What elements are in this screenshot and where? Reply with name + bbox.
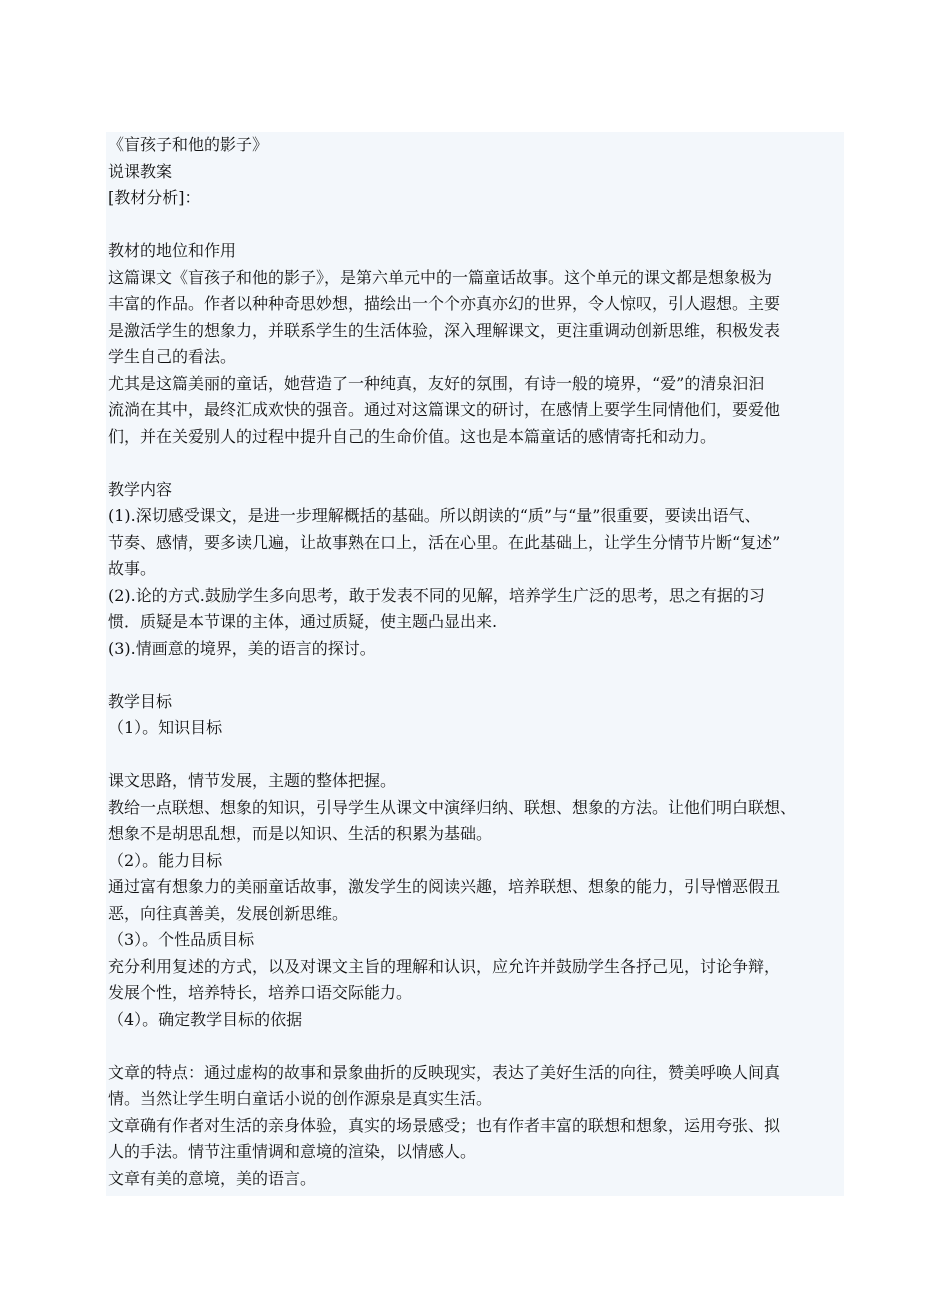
text-line: （3）。个性品质目标: [108, 930, 255, 949]
text-line: 说课教案: [108, 161, 173, 181]
text-line: [108, 450, 842, 477]
text-line: 丰富的作品。作者以种种奇思妙想，描绘出一个个亦真亦幻的世界，令人惊叹，引人遐想。主要: [108, 294, 781, 313]
text-line: 是激活学生的想象力，并联系学生的生活体验，深入理解课文，更注重调动创新思维，积极发表: [108, 320, 781, 340]
text-line: (2).论的方式.鼓励学生多向思考，敢于发表不同的见解，培养学生广泛的思考，思之有据的习: [108, 585, 765, 605]
text-line: (1).深切感受课文，是进一步理解概括的基础。所以朗读的“质”与“量”很重要，要读出语气、: [108, 506, 761, 525]
text-line: 教学内容: [108, 479, 173, 499]
text-line: （4）。确定教学目标的依据: [108, 1009, 303, 1029]
text-line: 学生自己的看法。: [108, 347, 237, 366]
text-line: 通过富有想象力的美丽童话故事，激发学生的阅读兴趣，培养联想、想象的能力，引导憎恶假丑: [108, 877, 781, 896]
text-line: 文章的特点：通过虚构的故事和景象曲折的反映现实，表达了美好生活的向往，赞美呼唤人间真: [108, 1062, 781, 1082]
text-line: 尤其是这篇美丽的童话，她营造了一种纯真，友好的氛围，有诗一般的境界，“爱”的清泉汩汩: [108, 373, 765, 393]
text-line: 想象不是胡思乱想，而是以知识、生活的积累为基础。: [108, 824, 493, 843]
text-line: 充分利用复述的方式，以及对课文主旨的理解和认识，应允许并鼓励学生各抒己见，讨论争辩，: [108, 956, 781, 976]
text-line: [108, 212, 842, 239]
text-line: 课文思路，情节发展，主题的整体把握。: [108, 771, 397, 790]
text-line: 情。当然让学生明白童话小说的创作源泉是真实生活。: [108, 1089, 493, 1108]
text-line: 这篇课文《盲孩子和他的影子》，是第六单元中的一篇童话故事。这个单元的课文都是想象极为: [108, 267, 773, 287]
text-line: 流淌在其中，最终汇成欢快的强音。通过对这篇课文的研讨，在感情上要学生同情他们，要爱他: [108, 400, 781, 419]
text-line: 文章有美的意境，美的语言。: [108, 1168, 317, 1188]
text-line: 文章确有作者对生活的亲身体验，真实的场景感受；也有作者丰富的联想和想象，运用夸张、拟: [108, 1115, 781, 1135]
text-line: 发展个性，培养特长，培养口语交际能力。: [108, 983, 413, 1002]
text-line: 《盲孩子和他的影子》: [108, 135, 269, 154]
text-line: 节奏、感情，要多读几遍，让故事熟在口上，活在心里。在此基础上，让学生分情节片断“复述”: [108, 532, 781, 552]
text-line: 人的手法。情节注重情调和意境的渲染，以情感人。: [108, 1142, 477, 1161]
document-body: [106, 132, 844, 1196]
text-line: [108, 1033, 842, 1060]
text-line: [108, 662, 842, 689]
text-line: 恶，向往真善美，发展创新思维。: [108, 903, 349, 923]
text-line: 教学目标: [108, 691, 173, 711]
text-line: [教材分析]：: [108, 188, 201, 207]
text-line: 惯．质疑是本节课的主体，通过质疑，使主题凸显出来.: [108, 612, 498, 631]
text-line: （1）。知识目标: [108, 718, 223, 737]
text-line: [108, 742, 842, 769]
text-line: 们，并在关爱别人的过程中提升自己的生命价值。这也是本篇童话的感情寄托和动力。: [108, 426, 717, 446]
text-line: 教材的地位和作用: [108, 241, 237, 260]
text-line: (3).情画意的境界，美的语言的探讨。: [108, 638, 376, 658]
text-line: （2）。能力目标: [108, 850, 223, 870]
text-line: 故事。: [108, 559, 157, 578]
text-line: 教给一点联想、想象的知识，引导学生从课文中演绎归纳、联想、想象的方法。让他们明白联想、: [108, 797, 797, 817]
